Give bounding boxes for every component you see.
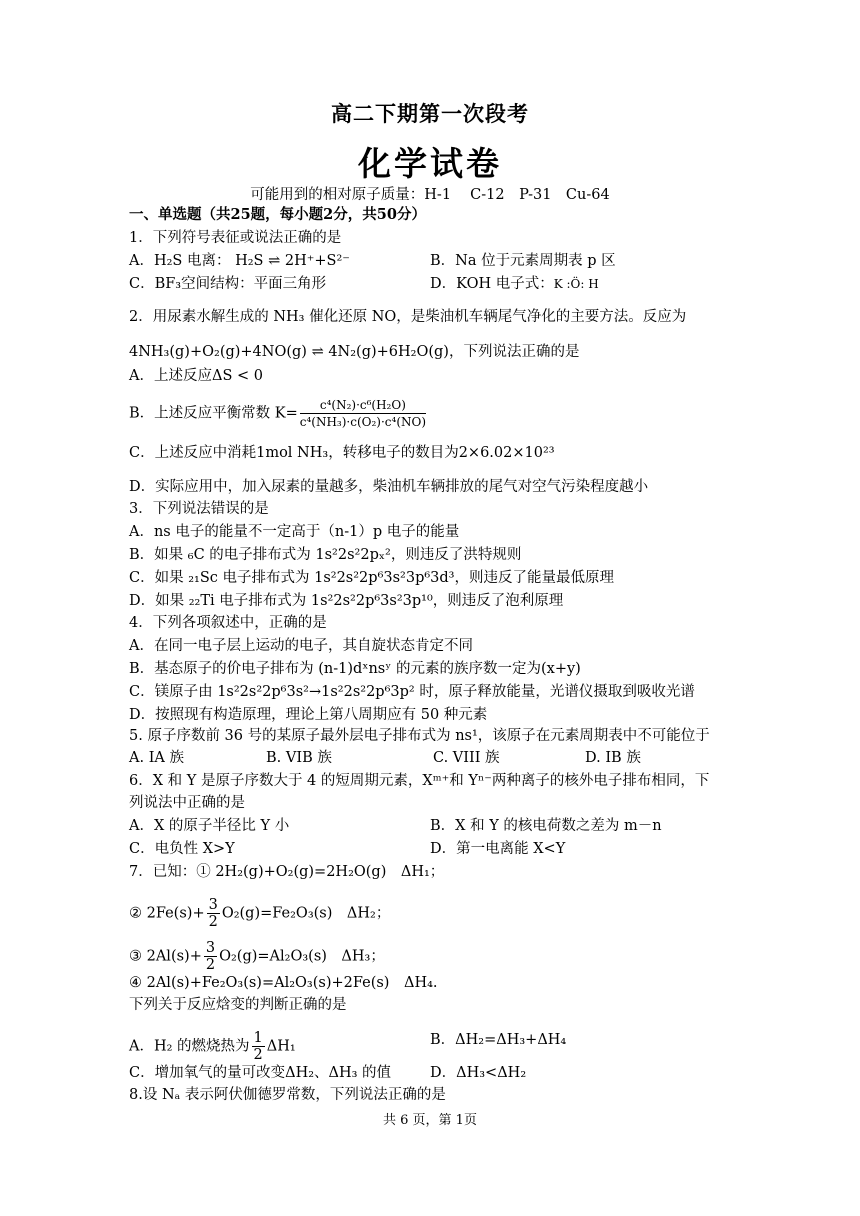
q1-option-a: A．H₂S 电离： H₂S ⇌ 2H⁺+S²⁻ — [129, 253, 350, 269]
q4-option-d: D．按照现有构造原理，理论上第八周期应有 50 种元素 — [129, 707, 488, 723]
q5-option-c: C. VIII 族 — [433, 750, 500, 766]
q4-option-c: C．镁原子由 1s²2s²2p⁶3s²→1s²2s²2p⁶3p² 时，原子释放能量，光谱仪摄取到吸收光谱 — [129, 684, 695, 700]
q3-stem: 3．下列说法错误的是 — [129, 501, 269, 517]
frac-denominator: 2 — [205, 957, 216, 973]
q7-option-c: C．增加氧气的量可改变ΔH₂、ΔH₃ 的值 — [129, 1065, 392, 1081]
q6-option-b: B．X 和 Y 的核电荷数之差为 m－n — [430, 818, 662, 834]
q7-ask: 下列关于反应焓变的判断正确的是 — [129, 997, 347, 1013]
q7-option-a-text: A．H₂ 的燃烧热为 — [129, 1038, 250, 1055]
atomic-masses: 可能用到的相对原子质量：H-1 C-12 P-31 Cu-64 — [250, 187, 610, 203]
q3-option-a: A．ns 电子的能量不一定高于（n-1）p 电子的能量 — [129, 524, 460, 540]
q6-option-c: C．电负性 X>Y — [129, 841, 235, 857]
q4-stem: 4．下列各项叙述中，正确的是 — [129, 615, 327, 631]
frac-numerator: 3 — [205, 940, 216, 956]
q1-stem: 1．下列符号表征或说法正确的是 — [129, 230, 342, 246]
k-numerator: c⁴(N₂)·c⁶(H₂O) — [300, 397, 426, 414]
q6-stem-line1: 6．X 和 Y 是原子序数大于 4 的短周期元素，Xᵐ⁺和 Yⁿ⁻两种离子的核外电子排布相同，下 — [129, 773, 710, 789]
q4-option-b: B．基态原子的价电子排布为 (n-1)dˣnsʸ 的元素的族序数一定为(x+y) — [129, 661, 581, 677]
q4-option-a: A．在同一电子层上运动的电子，其自旋状态肯定不同 — [129, 638, 473, 654]
q3-option-c: C．如果 ₂₁Sc 电子排布式为 1s²2s²2p⁶3s²3p⁶3d³，则违反了能量最低原理 — [129, 570, 614, 586]
q2-option-c: C．上述反应中消耗1mol NH₃，转移电子的数目为2×6.02×10²³ — [129, 445, 555, 461]
q1-option-c: C．BF₃空间结构：平面三角形 — [129, 276, 327, 292]
q2-option-a: A．上述反应ΔS < 0 — [129, 368, 263, 384]
q7-r3-right: O₂(g)=Al₂O₃(s) ΔH₃； — [219, 948, 385, 965]
q8-stem: 8.设 Nₐ 表示阿伏伽德罗常数，下列说法正确的是 — [129, 1087, 446, 1103]
frac-denominator: 2 — [253, 1047, 263, 1063]
three-halves-fraction — [204, 940, 217, 973]
q3-option-d: D．如果 ₂₂Ti 电子排布式为 1s²2s²2p⁶3s²3p¹⁰，则违反了泡利原理 — [129, 593, 564, 609]
q1-option-b: B．Na 位于元素周期表 p 区 — [430, 253, 616, 269]
q5-option-b: B. VIB 族 — [266, 750, 332, 766]
q7-reaction-2 — [129, 897, 390, 930]
q6-option-a: A．X 的原子半径比 Y 小 — [129, 818, 290, 834]
q1-option-d — [430, 274, 599, 294]
q3-option-b: B．如果 ₆C 的电子排布式为 1s²2s²2pₓ²，则违反了洪特规则 — [129, 547, 522, 563]
q5-stem: 5. 原子序数前 36 号的某原子最外层电子排布式为 ns¹，该原子在元素周期表中不可能位于 — [129, 728, 710, 744]
q7-option-a — [129, 1030, 296, 1063]
q2-option-b — [129, 397, 428, 430]
equilibrium-constant-fraction — [300, 397, 426, 430]
exam-title: 高二下期第一次段考 — [331, 101, 529, 126]
q5-option-d: D. IB 族 — [585, 750, 641, 766]
q7-option-a-suffix: ΔH₁ — [266, 1038, 296, 1055]
q7-r2-right: O₂(g)=Fe₂O₃(s) ΔH₂； — [221, 905, 391, 922]
three-halves-fraction — [207, 897, 220, 930]
q2-stem: 2．用尿素水解生成的 NH₃ 催化还原 NO，是柴油机车辆尾气净化的主要方法。反应为 — [129, 309, 687, 325]
q2-option-b-text: B．上述反应平衡常数 K= — [129, 405, 298, 422]
q6-option-d: D．第一电离能 X<Y — [430, 841, 566, 857]
q7-reaction-4: ④ 2Al(s)+Fe₂O₃(s)=Al₂O₃(s)+2Fe(s) ΔH₄. — [129, 975, 438, 991]
q1-option-d-text: D．KOH 电子式： — [430, 276, 554, 292]
frac-numerator: 1 — [253, 1030, 263, 1046]
q6-stem-line2: 列说法中正确的是 — [129, 795, 245, 811]
section-heading: 一、单选题（共25题，每小题2分，共50分） — [129, 206, 426, 223]
q2-option-d: D．实际应用中，加入尿素的量越多，柴油机车辆排放的尾气对空气污染程度越小 — [129, 479, 649, 495]
exam-subject: 化学试卷 — [358, 144, 502, 183]
q7-r2-left: ② 2Fe(s)+ — [129, 905, 205, 922]
page-footer: 共 6 页，第 1页 — [383, 1113, 477, 1128]
one-half-fraction — [252, 1030, 265, 1063]
q7-reaction-3 — [129, 940, 385, 973]
koh-electron-formula: K :Ö: H — [553, 277, 599, 291]
frac-denominator: 2 — [208, 914, 218, 930]
q7-r3-left: ③ 2Al(s)+ — [129, 948, 202, 965]
q5-option-a: A. IA 族 — [129, 750, 184, 766]
k-denominator: c⁴(NH₃)·c(O₂)·c⁴(NO) — [299, 415, 427, 429]
q7-option-d: D．ΔH₃<ΔH₂ — [430, 1065, 527, 1081]
q2-equation: 4NH₃(g)+O₂(g)+4NO(g) ⇌ 4N₂(g)+6H₂O(g)，下列说法正确的是 — [129, 344, 580, 360]
q7-option-b: B．ΔH₂=ΔH₃+ΔH₄ — [430, 1032, 567, 1048]
frac-numerator: 3 — [208, 897, 218, 913]
q7-stem: 7．已知：① 2H₂(g)+O₂(g)=2H₂O(g) ΔH₁； — [129, 864, 445, 880]
